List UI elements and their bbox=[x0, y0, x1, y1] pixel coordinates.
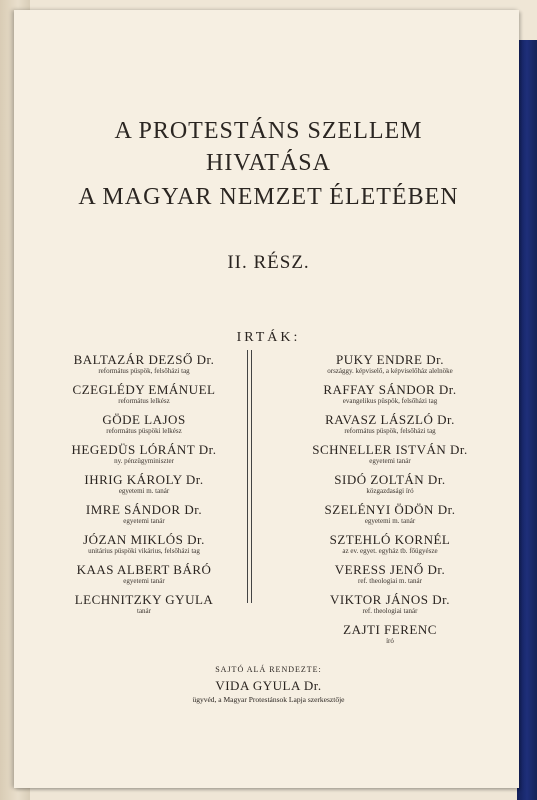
author-name: CZEGLÉDY EMÁNUEL bbox=[72, 382, 216, 397]
author-entry bbox=[44, 442, 244, 466]
author-entry bbox=[285, 472, 495, 496]
author-entry bbox=[44, 472, 244, 496]
author-desc: ny. pénzügyminiszter bbox=[114, 457, 174, 465]
column-divider bbox=[247, 350, 252, 603]
author-entry bbox=[285, 532, 495, 556]
author-desc: egyetemi m. tanár bbox=[364, 517, 416, 525]
author-desc: az ev. egyet. egyház tb. főügyésze bbox=[342, 547, 438, 555]
author-entry bbox=[285, 382, 495, 406]
author-entry bbox=[285, 562, 495, 586]
author-entry bbox=[44, 352, 244, 376]
author-name: JÓZAN MIKLÓS Dr. bbox=[83, 532, 205, 547]
author-entry bbox=[285, 412, 495, 436]
title-line-1: A PROTESTÁNS SZELLEM bbox=[114, 118, 423, 144]
author-name: SZELÉNYI ÖDÖN Dr. bbox=[324, 502, 456, 517]
author-name: SIDÓ ZOLTÁN Dr. bbox=[334, 472, 446, 487]
author-name: ZAJTI FERENC bbox=[343, 622, 437, 637]
right-authors-column bbox=[285, 352, 495, 652]
author-desc: egyetemi tanár bbox=[123, 577, 165, 585]
author-entry bbox=[44, 562, 244, 586]
author-desc: ref. theologiai tanár bbox=[362, 607, 418, 615]
author-desc: országgy. képviselő, a képviselőház alelnöke bbox=[327, 367, 453, 375]
author-name: SCHNELLER ISTVÁN Dr. bbox=[312, 442, 468, 457]
author-entry bbox=[285, 622, 495, 646]
author-desc: egyetemi m. tanár bbox=[118, 487, 170, 495]
author-name: BALTAZÁR DEZSŐ Dr. bbox=[73, 352, 215, 367]
author-desc: református püspök, felsőházi tag bbox=[98, 367, 190, 375]
author-name: RAVASZ LÁSZLÓ Dr. bbox=[325, 412, 455, 427]
author-name: HEGEDÜS LÓRÁNT Dr. bbox=[71, 442, 217, 457]
author-entry bbox=[44, 502, 244, 526]
author-desc: egyetemi tanár bbox=[369, 457, 411, 465]
author-desc: tanár bbox=[137, 607, 151, 615]
author-desc: református püspöki lelkész bbox=[106, 427, 182, 435]
title-line-3: A MAGYAR NEMZET ÉLETÉBEN bbox=[78, 184, 459, 210]
author-name: VERESS JENŐ Dr. bbox=[334, 562, 446, 577]
author-name: IMRE SÁNDOR Dr. bbox=[85, 502, 203, 517]
author-name: IHRIG KÁROLY Dr. bbox=[84, 472, 204, 487]
author-entry bbox=[285, 592, 495, 616]
title-line-2: HIVATÁSA bbox=[206, 150, 331, 176]
author-name: KAAS ALBERT BÁRÓ bbox=[76, 562, 212, 577]
author-desc: református püspök, felsőházi tag bbox=[344, 427, 436, 435]
editor-name: VIDA GYULA Dr. bbox=[215, 678, 322, 693]
author-entry bbox=[44, 592, 244, 616]
author-desc: unitárius püspöki vikárius, felsőházi tag bbox=[88, 547, 200, 555]
author-entry bbox=[44, 382, 244, 406]
author-name: RAFFAY SÁNDOR Dr. bbox=[323, 382, 457, 397]
author-entry bbox=[44, 532, 244, 556]
author-desc: közgazdasági író bbox=[366, 487, 414, 495]
author-entry bbox=[285, 502, 495, 526]
author-name: VIKTOR JÁNOS Dr. bbox=[329, 592, 451, 607]
author-name: PUKY ENDRE Dr. bbox=[336, 352, 444, 367]
author-desc: református lelkész bbox=[118, 397, 170, 405]
author-entry bbox=[44, 412, 244, 436]
author-desc: egyetemi tanár bbox=[123, 517, 165, 525]
author-name: GÖDE LAJOS bbox=[102, 412, 186, 427]
editor-desc: ügyvéd, a Magyar Protestánsok Lapja szerkesztője bbox=[192, 695, 345, 704]
author-desc: ref. theologiai m. tanár bbox=[358, 577, 422, 585]
author-name: LECHNITZKY GYULA bbox=[74, 592, 214, 607]
authors-heading: IRTÁK: bbox=[236, 330, 301, 345]
part-label: II. RÉSZ. bbox=[227, 252, 310, 273]
author-desc: evangelikus püspök, felsőházi tag bbox=[342, 397, 438, 405]
editor-label: SAJTÓ ALÁ RENDEZTE: bbox=[215, 665, 322, 674]
author-name: SZTEHLÓ KORNÉL bbox=[329, 532, 451, 547]
author-entry bbox=[285, 442, 495, 466]
author-entry bbox=[285, 352, 495, 376]
left-authors-column bbox=[44, 352, 244, 622]
author-desc: író bbox=[386, 637, 394, 645]
